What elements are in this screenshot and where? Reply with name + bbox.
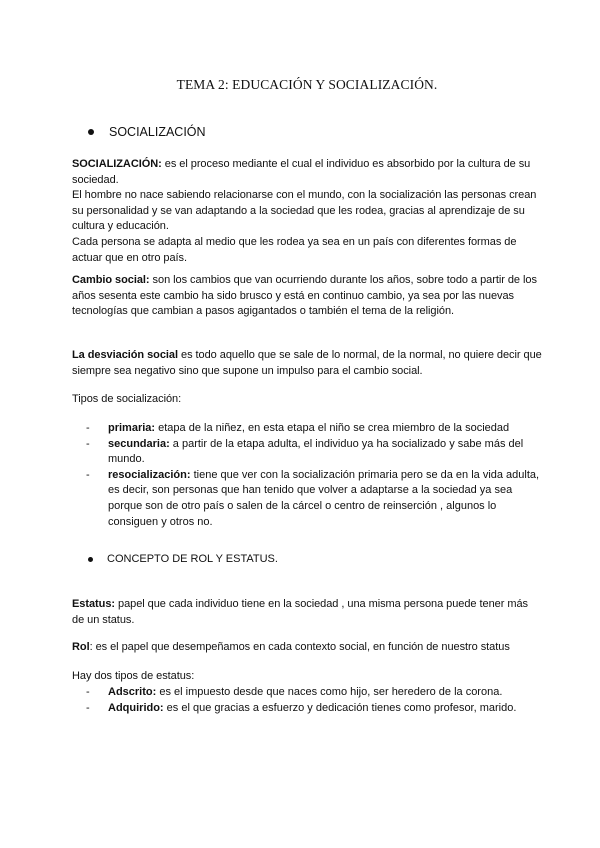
paragraph-socializacion (72, 157, 542, 266)
term-cambio-social: Cambio social: (72, 274, 150, 286)
def-rol: : es el papel que desempeñamos en cada contexto social, en función de nuestro status (89, 641, 510, 653)
list-item-term: resocialización: (108, 468, 191, 481)
list-dash: - (86, 686, 90, 698)
list-item (86, 701, 541, 717)
list-item (86, 468, 541, 530)
paragraph-cada-persona: Cada persona se adapta al medio que les rodea ya sea en un país con diferentes formas de actuar que en otro país. (72, 235, 517, 264)
bullet-icon (88, 557, 93, 562)
term-desviacion-social: La desviación social (72, 349, 178, 361)
hay-label: Hay dos tipos de estatus: (72, 670, 195, 682)
section-heading-text: CONCEPTO DE ROL Y ESTATUS. (107, 553, 278, 565)
paragraph-cambio-social (72, 273, 542, 320)
def-cambio-social: son los cambios que van ocurriendo durante los años, sobre todo a partir de los años sesenta este cambio ha sido brusco y está en continuo cambio, ya sea por las nuevas tecnologías que cambian a pasos agigantados o también el tema de la religión. (72, 274, 537, 318)
term-socializacion: SOCIALIZACIÓN: (72, 158, 162, 170)
paragraph-hombre: El hombre no nace sabiendo relacionarse con el mundo, con la socialización las personas crean su personalidad y se van adaptando a la sociedad que les rodea, gracias al aprendizaje de su cultura y educación. (72, 189, 537, 233)
list-item-text: es el que gracias a esfuerzo y dedicación tienes como profesor, marido. (163, 701, 517, 714)
list-dash: - (86, 701, 90, 714)
list-item-text: a partir de la etapa adulta, el individuo ya ha socializado y sabe más del mundo. (108, 437, 524, 466)
term-rol: Rol (72, 641, 90, 653)
list-item-term: primaria: (108, 422, 156, 434)
document-title: TEMA 2: EDUCACIÓN Y SOCIALIZACIÓN. (176, 77, 438, 92)
estatus-tipos-list (86, 685, 541, 716)
section-heading-rol-estatus (88, 553, 278, 565)
list-dash: - (86, 468, 90, 481)
def-estatus: papel que cada individuo tiene en la sociedad , una misma persona puede tener más de un status. (72, 598, 528, 626)
section-heading-socializacion (88, 125, 206, 139)
list-dash: - (86, 422, 90, 434)
list-item-term: Adquirido: (108, 701, 164, 714)
tipos-label: Tipos de socialización: (72, 393, 182, 405)
list-item (86, 421, 541, 437)
paragraph-estatus (72, 597, 542, 628)
list-item (86, 685, 541, 701)
def-desviacion-social: es todo aquello que se sale de lo normal, de la normal, no quiere decir que siempre sea negativo sino que supone un impulso para el cambio social. (72, 349, 542, 377)
term-estatus: Estatus: (72, 598, 115, 610)
tipos-list (86, 421, 541, 530)
list-item-text: es el impuesto desde que naces como hijo, ser heredero de la corona. (156, 686, 503, 698)
section-heading-text: SOCIALIZACIÓN (109, 125, 206, 139)
list-item-term: Adscrito: (108, 686, 157, 698)
def-socializacion: es el proceso mediante el cual el individuo es absorbido por la cultura de su sociedad. (72, 158, 531, 186)
bullet-icon (88, 129, 94, 135)
list-item-term: secundaria: (108, 437, 170, 450)
paragraph-rol (72, 640, 542, 656)
list-item-text: tiene que ver con la socialización primaria pero se da en la vida adulta, es decir, son personas que han tenido que volver a adaptarse a la sociedad ya sea porque son de otro país o salen de la cárcel o centro de reinserción , algunos lo consiguen y otros no. (108, 468, 540, 528)
paragraph-desviacion-social (72, 348, 542, 379)
list-item-text: etapa de la niñez, en esta etapa el niño se crea miembro de la sociedad (155, 422, 510, 434)
list-dash: - (86, 437, 90, 450)
list-item (86, 437, 541, 468)
